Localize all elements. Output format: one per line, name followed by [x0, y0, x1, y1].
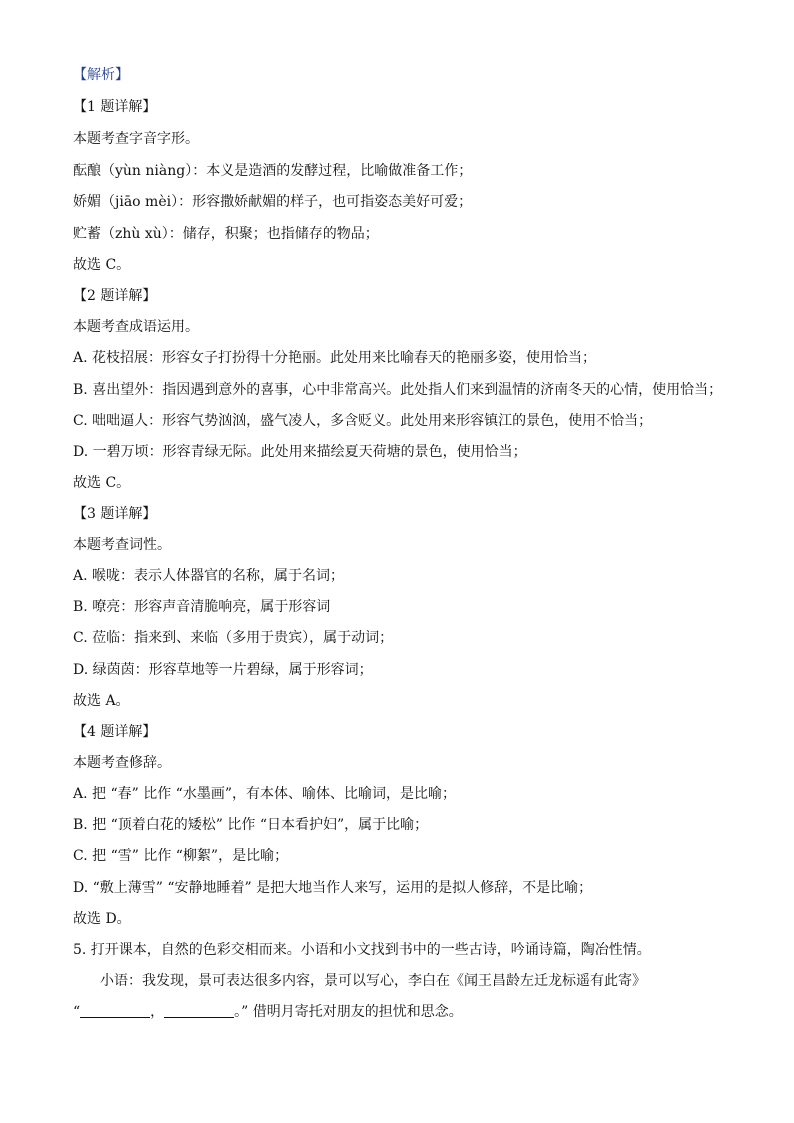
q4-item: C. 把 “雪” 比作 “柳絮”，是比喻；: [73, 848, 289, 864]
q5-stem: 5. 打开课本，自然的色彩交相而来。小语和小文找到书中的一些古诗，吟诵诗篇，陶冶性情。: [73, 942, 651, 958]
q4-answer: 故选 D。: [73, 911, 131, 927]
q3-item: D. 绿茵茵：形容草地等一片碧绿，属于形容词；: [73, 662, 373, 678]
q2-answer: 故选 C。: [73, 475, 131, 491]
q2-item: C. 咄咄逼人：形容气势汹汹，盛气凌人，多含贬义。此处用来形容镇江的景色，使用不恰当；: [73, 413, 653, 429]
answer-blank-1[interactable]: [80, 1003, 150, 1018]
answer-blank-2[interactable]: [164, 1003, 234, 1018]
q4-item: B. 把 “顶着白花的矮松” 比作 “日本看护妇”，属于比喻；: [73, 817, 429, 833]
q5-line1: 小语：我发现，景可表达很多内容，景可以写心，李白在《闻王昌龄左迁龙标遥有此寄》: [100, 973, 646, 989]
q3-item: B. 嘹亮：形容声音清脆响亮，属于形容词: [73, 599, 331, 615]
q2-item: D. 一碧万顷：形容青绿无际。此处用来描绘夏天荷塘的景色，使用恰当；: [73, 444, 527, 460]
q3-item: C. 莅临：指来到、来临（多用于贵宾），属于动词；: [73, 630, 394, 646]
q2-intro: 本题考查成语运用。: [73, 319, 199, 335]
q1-answer: 故选 C。: [73, 257, 131, 273]
q2-item: A. 花枝招展：形容女子打扮得十分艳丽。此处用来比喻春天的艳丽多姿，使用恰当；: [73, 350, 597, 366]
q3-intro: 本题考查词性。: [73, 537, 171, 553]
analysis-heading: 【解析】: [73, 67, 129, 83]
q4-item: A. 把 “春” 比作 “水墨画”，有本体、喻体、比喻词，是比喻；: [73, 786, 456, 802]
q3-item: A. 喉咙：表示人体器官的名称，属于名词；: [73, 568, 345, 584]
q3-answer: 故选 A。: [73, 693, 130, 709]
comma: ，: [150, 1004, 165, 1020]
q1-item: 贮蓄（zhù xù）：储存，积聚；也指储存的物品；: [73, 226, 379, 242]
open-quote: “: [73, 1004, 81, 1020]
q3-heading: 【3 题详解】: [73, 506, 157, 522]
q1-item: 娇媚（jiāo mèi）：形容撒娇献媚的样子，也可指姿态美好可爱；: [73, 194, 473, 210]
q4-intro: 本题考查修辞。: [73, 755, 171, 771]
q2-item: B. 喜出望外：指因遇到意外的喜事，心中非常高兴。此处指人们来到温情的济南冬天的心情，使用恰当；: [73, 382, 723, 398]
line2-rest: 。” 借明月寄托对朋友的担忧和思念。: [234, 1004, 463, 1020]
q2-heading: 【2 题详解】: [73, 288, 157, 304]
q4-item: D. “敷上薄雪” “安静地睡着” 是把大地当作人来写，运用的是拟人修辞，不是比喻；: [73, 880, 593, 896]
q1-intro: 本题考查字音字形。: [73, 131, 199, 147]
q5-line2: [73, 1002, 754, 1022]
q1-item: 酝酿（yùn niàng）：本义是造酒的发酵过程，比喻做准备工作；: [73, 163, 473, 179]
q1-heading: 【1 题详解】: [73, 99, 157, 115]
q4-heading: 【4 题详解】: [73, 724, 157, 740]
